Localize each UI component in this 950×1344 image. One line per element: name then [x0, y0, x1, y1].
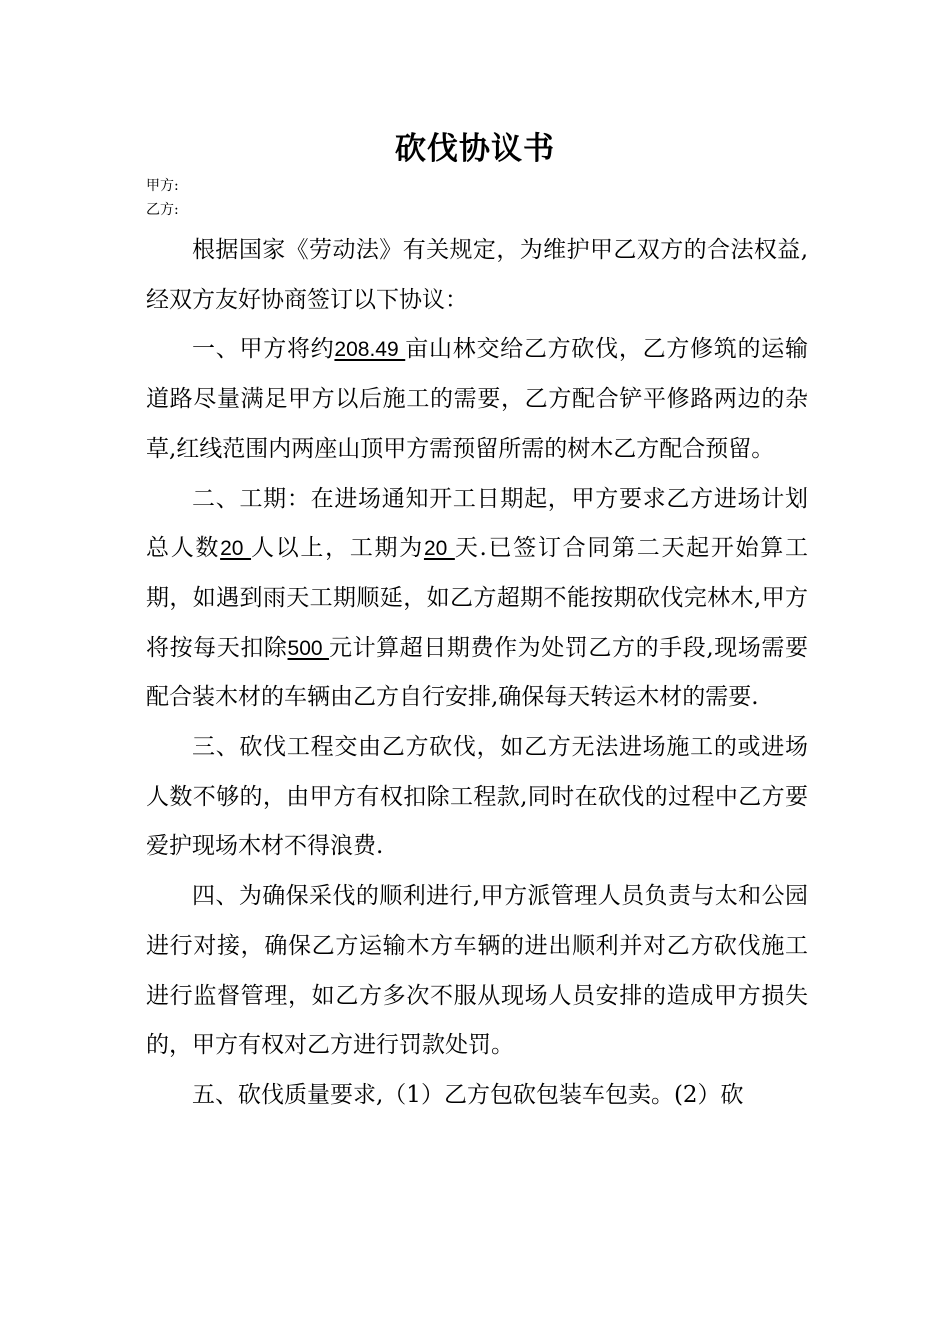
- clause-3-paragraph: 三、砍伐工程交由乙方砍伐，如乙方无法进场施工的或进场人数不够的，由甲方有权扣除工程款,同时在砍伐的过程中乙方要爱护现场木材不得浪费.: [146, 734, 808, 860]
- intro-paragraph: 根据国家《劳动法》有关规定，为维护甲乙双方的合法权益,经双方友好协商签订以下协议：: [146, 237, 808, 313]
- clause-1-paragraph: [146, 325, 808, 474]
- clause-2-part-4: 元计算超日期费作为处罚乙方的手段,现场需要配合装木材的车辆由乙方自行安排,确保每天转运木材的需要.: [146, 634, 809, 711]
- clause-1-after: 亩山林交给乙方砍伐，乙方修筑的运输道路尽量满足甲方以后施工的需要，乙方配合铲平修路两边的杂草,红线范围内两座山顶甲方需预留所需的树木乙方配合预留。: [146, 336, 809, 462]
- document-title: 砍伐协议书: [395, 131, 555, 167]
- clause-2-part-1: 二、工期：在进场通知开工日期起，甲方要求乙方进场计划总人数: [146, 485, 808, 562]
- clause-2-paragraph: [146, 475, 808, 724]
- clause-1-before: 一、甲方将约: [192, 336, 335, 363]
- worker-count-value: 20: [220, 537, 252, 561]
- party-a-label: 甲方:: [146, 178, 179, 194]
- agreement-body: [146, 226, 808, 1121]
- clause-4-paragraph: 四、为确保采伐的顺利进行,甲方派管理人员负责与太和公园进行对接，确保乙方运输木方车辆的进出顺利并对乙方砍伐施工进行监督管理，如乙方多次不服从现场人员安排的造成甲方损失的，甲方有权对乙方进行罚款处罚。: [146, 883, 808, 1059]
- duration-days-value: 20: [423, 537, 455, 561]
- forest-area-value: 208.49: [334, 338, 406, 362]
- clause-2-part-2: 人以上，工期为: [251, 535, 424, 562]
- clause-5-paragraph: 五、砍伐质量要求,（1）乙方包砍包装车包卖。(2）砍: [192, 1081, 744, 1108]
- daily-penalty-value: 500: [287, 636, 329, 660]
- party-b-label: 乙方:: [146, 202, 179, 218]
- clause-2-part-3: 天.已签订合同第二天起开始算工期，如遇到雨天工期顺延，如乙方超期不能按期砍伐完林木,甲方将按每天扣除: [146, 535, 808, 661]
